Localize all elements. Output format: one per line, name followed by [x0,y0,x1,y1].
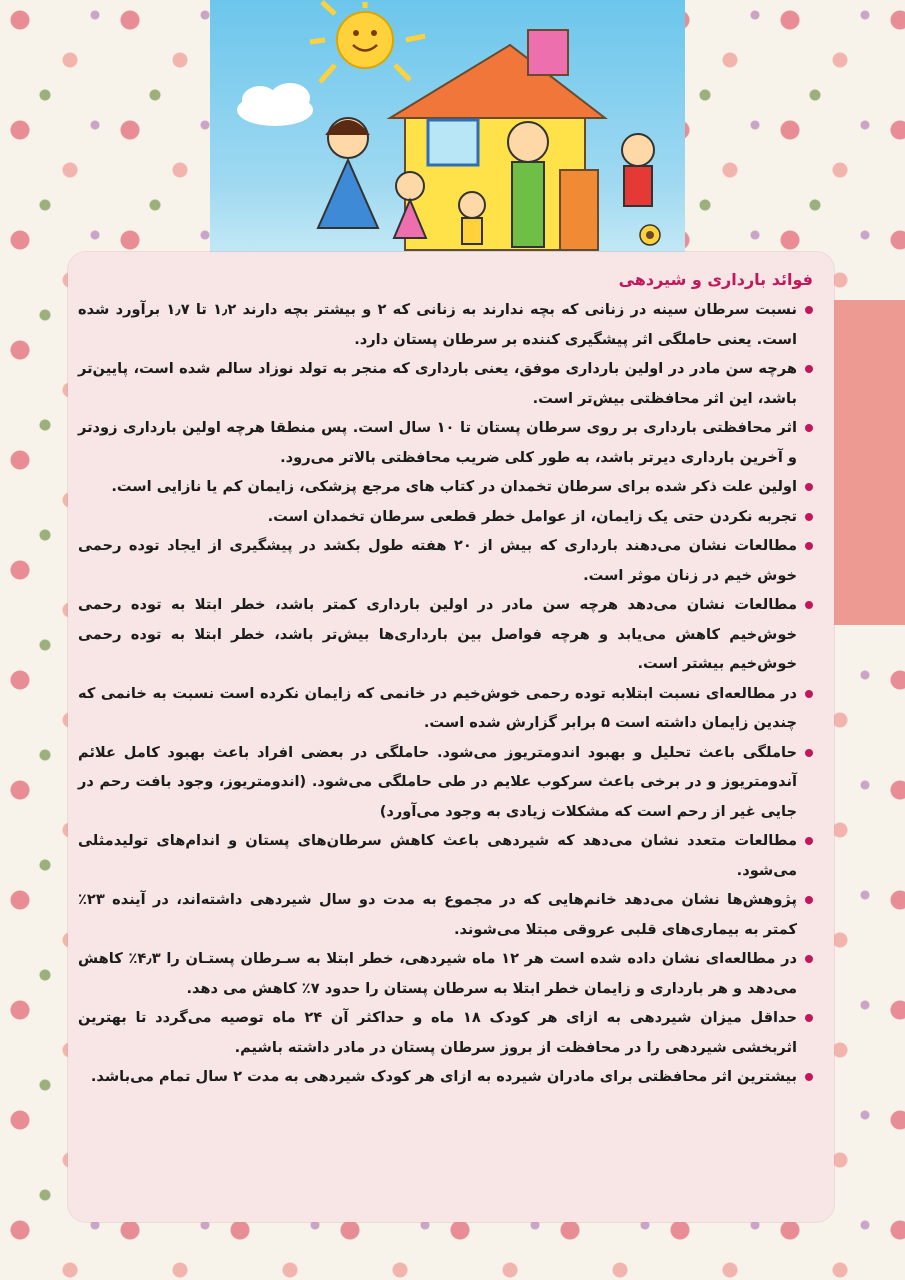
flower-icon [640,225,660,245]
list-item: اثر محافظتی بارداری بر روی سرطان پستان تا ۱۰ سال است. پس منطقا هرچه اولین بارداری زودتر و آخرین بارداری دیرتر باشد، به طور کلی ضریب محافظتی بالاتر می‌رود. [78,413,813,472]
family-drawing [210,0,685,262]
list-item: مطالعات نشان می‌دهند بارداری که بیش از ۲۰ هفته طول بکشد در پیشگیری از ایجاد توده رحمی خوش خیم در زنان موثر است. [78,531,813,590]
list-item: تجربه نکردن حتی یک زایمان، از عوامل خطر قطعی سرطان تخمدان است. [78,502,813,532]
article-content [78,270,813,1210]
list-item: مطالعات نشان می‌دهد هرچه سن مادر در اولین بارداری کمتر باشد، خطر ابتلا به توده رحمی خوش‌خیم کاهش می‌یابد و هرچه فواصل بین بارداری‌ها بیش‌تر باشد، خطر ابتلا به توده رحمی خوش‌خیم بیشتر است. [78,590,813,679]
list-item: حاملگی باعث تحلیل و بهبود اندومتریوز می‌شود. حاملگی در بعضی افراد باعث بهبود کامل علائم آندومتریوز و در برخی باعث سرکوب علایم در طی حاملگی می‌شود. (اندومتریوز، وجود بافت رحم در جایی غیر از رحم است که مشکلات زیادی به وجود می‌آورد) [78,738,813,827]
article-heading: فوائد بارداری و شیردهی [618,270,813,289]
side-pink-tab [833,300,905,625]
family-house-illustration [210,0,685,262]
list-item: در مطالعه‌ای نسبت ابتلابه توده رحمی خوش‌خیم در خانمی که زایمان نکرده است نسبت به خانمی که چندین زایمان داشته است ۵ برابر گزارش شده است. [78,679,813,738]
list-item: هرچه سن مادر در اولین بارداری موفق، یعنی بارداری که منجر به تولد نوزاد سالم شده است، پایین‌تر باشد، این اثر محافظتی بیش‌تر است. [78,354,813,413]
list-item: نسبت سرطان سینه در زنانی که بچه ندارند به زنانی که ۲ و بیشتر بچه دارند ۱٫۲ تا ۱٫۷ برآورد شده است. یعنی حاملگی اثر پیشگیری کننده بر سرطان پستان دارد. [78,295,813,354]
sun-icon [310,2,425,82]
list-item: بیشترین اثر محافظتی برای مادران شیرده به ازای هر کودک شیردهی به مدت ۲ سال تمام می‌باشد. [78,1062,813,1092]
list-item: حداقل میزان شیردهی به ازای هر کودک ۱۸ ماه و حداکثر آن ۲۴ ماه توصیه می‌گردد تا بهترین اثربخشی شیردهی را در محافظت از بروز سرطان پستان در مادر داشته باشیم. [78,1003,813,1062]
benefits-list [78,295,813,1092]
cloud-icon [237,83,313,126]
list-item: در مطالعه‌ای نشان داده شده است هر ۱۲ ماه شیردهی، خطر ابتلا به سـرطان پستـان را ۴٫۳٪ کاهش می‌دهد و هر بارداری و زایمان خطر ابتلا به سرطان پستان را حدود ۷٪ کاهش می دهد. [78,944,813,1003]
house-icon [390,30,605,250]
list-item: اولین علت ذکر شده برای سرطان تخمدان در کتاب های مرجع پزشکی، زایمان کم یا نازایی است. [78,472,813,502]
list-item: مطالعات متعدد نشان می‌دهد که شیردهی باعث کاهش سرطان‌های پستان و اندام‌های تولیدمثلی می‌شود. [78,826,813,885]
list-item: پژوهش‌ها نشان می‌دهد خانم‌هایی که در مجموع به مدت دو سال شیردهی داشته‌اند، در آینده ۲۳٪ کمتر به بیماری‌های قلبی عروقی مبتلا می‌شوند. [78,885,813,944]
